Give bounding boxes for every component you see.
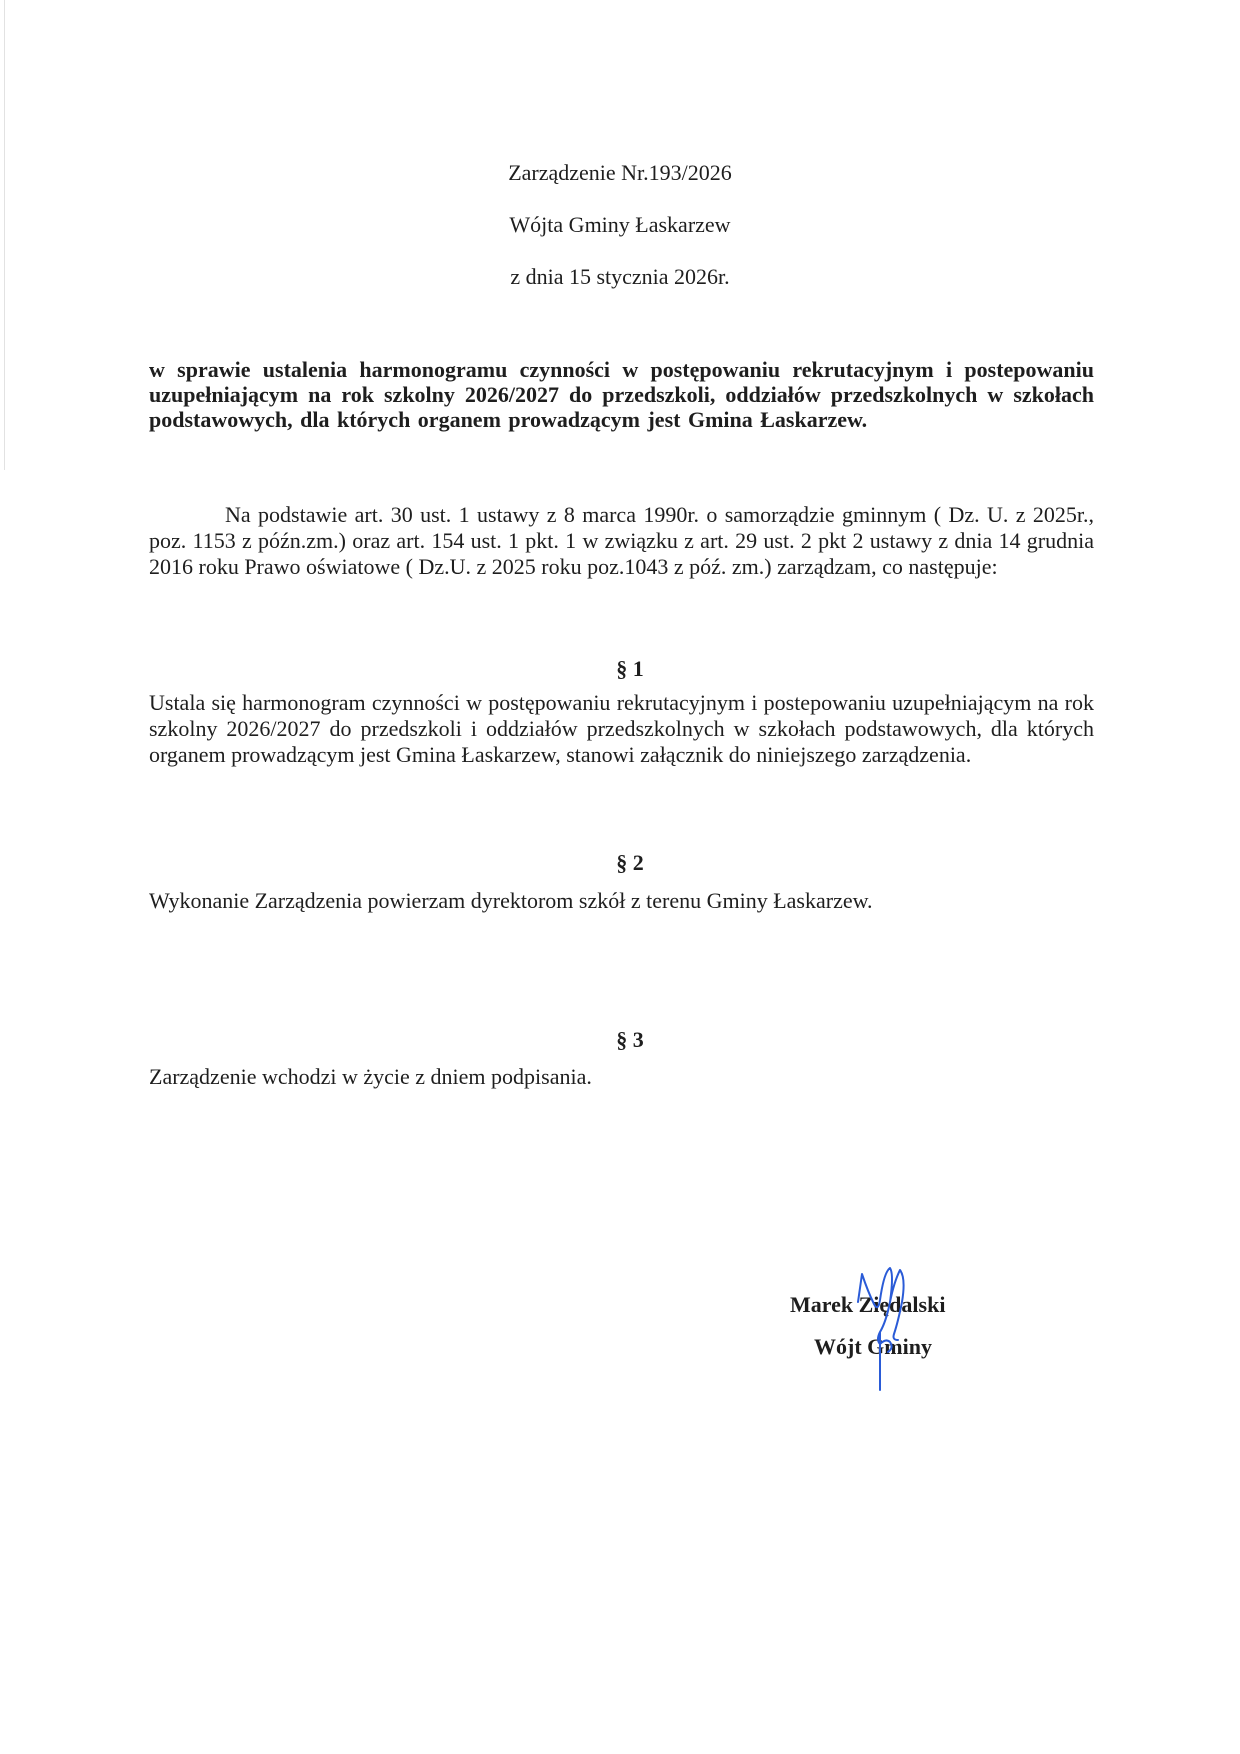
signatory-name: Marek Ziędalski xyxy=(790,1292,946,1317)
section-2-text: Wykonanie Zarządzenia powierzam dyrektorom szkół z terenu Gminy Łaskarzew. xyxy=(149,888,873,913)
document-title: Zarządzenie Nr.193/2026 xyxy=(508,160,732,185)
legal-basis: Na podstawie art. 30 ust. 1 ustawy z 8 marca 1990r. o samorządzie gminnym ( Dz. U. z 2025r., poz. 1153 z późn.zm.) oraz art. 154 ust. 1 pkt. 1 w związku z art. 29 ust. 2 pkt 2 ustawy z dnia 14 grudnia 2016 roku Prawo oświatowe ( Dz.U. z 2025 roku poz.1043 z póź. zm.) zarządzam, co następuje: xyxy=(149,502,1094,579)
signatory-role: Wójt Gminy xyxy=(814,1334,932,1359)
section-2-mark: § 2 xyxy=(616,850,644,875)
document-issuer: Wójta Gminy Łaskarzew xyxy=(509,212,731,237)
section-1-text: Ustala się harmonogram czynności w postępowaniu rekrutacyjnym i postepowaniu uzupełniającym na rok szkolny 2026/2027 do przedszkoli i oddziałów przedszkolnych w szkołach podstawowych, dla których organem prowadzącym jest Gmina Łaskarzew, stanowi załącznik do niniejszego zarządzenia. xyxy=(149,690,1094,767)
section-1-mark: § 1 xyxy=(616,656,644,681)
section-3-mark: § 3 xyxy=(616,1027,644,1052)
section-3-text: Zarządzenie wchodzi w życie z dniem podpisania. xyxy=(149,1064,592,1089)
document-date: z dnia 15 stycznia 2026r. xyxy=(510,264,730,289)
handwritten-signature-icon xyxy=(850,1262,930,1392)
signature-stroke xyxy=(858,1268,904,1390)
document-subject: w sprawie ustalenia harmonogramu czynności w postępowaniu rekrutacyjnym i postepowaniu uzupełniającym na rok szkolny 2026/2027 do przedszkoli, oddziałów przedszkolnych w szkołach podstawowych, dla których organem prowadzącym jest Gmina Łaskarzew. xyxy=(149,357,1094,432)
